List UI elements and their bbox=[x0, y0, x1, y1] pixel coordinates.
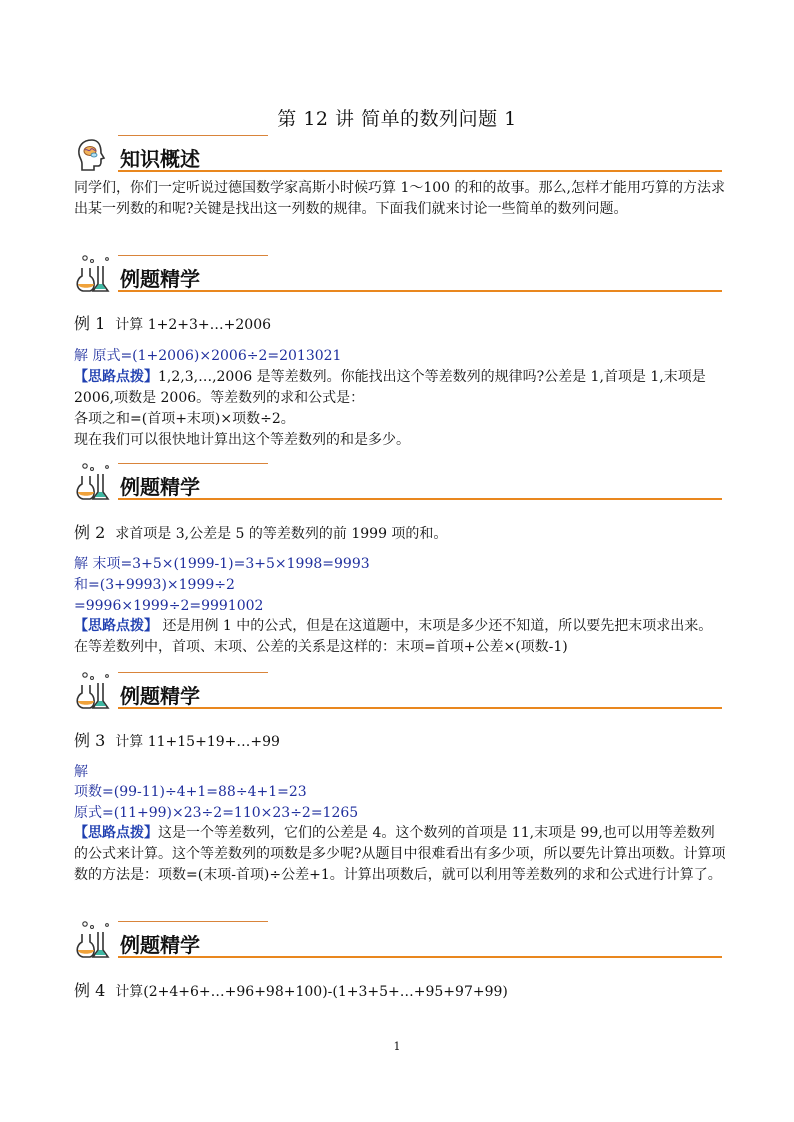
header-top-rule bbox=[118, 463, 268, 464]
question-text: 求首项是 3,公差是 5 的等差数列的前 1999 项的和。 bbox=[115, 526, 448, 542]
example-label: 例 1 bbox=[74, 314, 106, 333]
example-label: 例 2 bbox=[74, 523, 106, 542]
header-bottom-rule bbox=[118, 707, 722, 709]
hint-text: 这是一个等差数列，它们的公差是 4。这个数列的首项是 11,末项是 99,也可以用等差数列的公式来计算。这个等差数列的项数是多少呢?从题目中很难看出有多少项，所以要先计算出项数。计算项数的方法是：项数=(末项-首项)÷公差+1。计算出项数后，就可以利用等差数列的求和公式进行计算了。 bbox=[74, 825, 726, 883]
header-bottom-rule bbox=[118, 956, 722, 958]
knowledge-section-header bbox=[72, 134, 722, 174]
header-top-rule bbox=[118, 255, 268, 256]
example-section-header-1 bbox=[72, 254, 722, 294]
page-title: 第 12 讲 简单的数列问题 1 bbox=[277, 108, 517, 130]
question-text: 计算(2+4+6+…+96+98+100)-(1+3+5+…+95+97+99) bbox=[115, 984, 508, 1000]
header-top-rule bbox=[118, 921, 268, 922]
header-top-rule bbox=[118, 672, 268, 673]
example-3-solution-line: 原式=(11+99)×23÷2=110×23÷2=1265 bbox=[74, 805, 359, 821]
lab-flask-icon bbox=[72, 920, 114, 960]
section-heading: 例题精学 bbox=[120, 475, 200, 499]
question-text: 计算 11+15+19+…+99 bbox=[115, 734, 280, 750]
hint-tag: 【思路点拨】 bbox=[74, 369, 158, 385]
section-heading: 例题精学 bbox=[120, 684, 200, 708]
lab-flask-icon bbox=[72, 462, 114, 502]
example-3-question bbox=[74, 731, 280, 752]
example-section-header-2 bbox=[72, 462, 722, 502]
example-4-question bbox=[74, 981, 508, 1002]
header-bottom-rule bbox=[118, 290, 722, 292]
example-section-header-3 bbox=[72, 671, 722, 711]
hint-text: 1,2,3,…,2006 是等差数列。你能找出这个等差数列的规律吗?公差是 1,首项是 1,末项是 2006,项数是 2006。等差数列的求和公式是： bbox=[74, 369, 706, 406]
example-label: 例 4 bbox=[74, 981, 106, 1000]
example-3-solution-line: 项数=(99-11)÷4+1=88÷4+1=23 bbox=[74, 784, 307, 800]
section-heading: 例题精学 bbox=[120, 267, 200, 291]
lab-flask-icon bbox=[72, 671, 114, 711]
brain-head-icon bbox=[72, 134, 114, 174]
hint-tag: 【思路点拨】 bbox=[74, 825, 158, 841]
example-label: 例 3 bbox=[74, 731, 106, 750]
example-1-extra-line: 现在我们可以很快地计算出这个等差数列的和是多少。 bbox=[74, 432, 410, 448]
example-2-solution-line: =9996×1999÷2=9991002 bbox=[74, 598, 264, 614]
example-2-solution-line: 和=(3+9993)×1999÷2 bbox=[74, 577, 235, 593]
header-bottom-rule bbox=[118, 498, 722, 500]
page-number: 1 bbox=[393, 1040, 401, 1053]
knowledge-paragraph: 同学们，你们一定听说过德国数学家高斯小时候巧算 1～100 的和的故事。那么,怎样才能用巧算的方法求出某一列数的和呢?关键是找出这一列数的规律。下面我们就来讨论一些简单的数列问题。 bbox=[74, 180, 725, 217]
header-bottom-rule bbox=[118, 170, 722, 172]
example-2-question bbox=[74, 523, 447, 544]
example-section-header-4 bbox=[72, 920, 722, 960]
section-heading: 例题精学 bbox=[120, 933, 200, 957]
example-3-hint bbox=[74, 823, 726, 886]
header-top-rule bbox=[118, 135, 268, 136]
lab-flask-icon bbox=[72, 254, 114, 294]
section-heading: 知识概述 bbox=[120, 147, 200, 171]
hint-tag: 【思路点拨】 bbox=[74, 618, 158, 634]
example-2-hint bbox=[74, 616, 726, 658]
question-text: 计算 1+2+3+…+2006 bbox=[115, 317, 272, 333]
example-2-solution-line: 解 末项=3+5×(1999-1)=3+5×1998=9993 bbox=[74, 556, 370, 572]
example-1-question bbox=[74, 314, 271, 335]
example-3-solution-line: 解 bbox=[74, 764, 88, 780]
example-1-extra-line: 各项之和=(首项+末项)×项数÷2。 bbox=[74, 411, 295, 427]
example-1-hint bbox=[74, 367, 726, 409]
example-1-solution-line: 解 原式=(1+2006)×2006÷2=2013021 bbox=[74, 348, 342, 364]
hint-text: 还是用例 1 中的公式，但是在这道题中，末项是多少还不知道，所以要先把末项求出来。在等差数列中，首项、末项、公差的关系是这样的：末项=首项+公差×(项数-1) bbox=[74, 618, 713, 655]
